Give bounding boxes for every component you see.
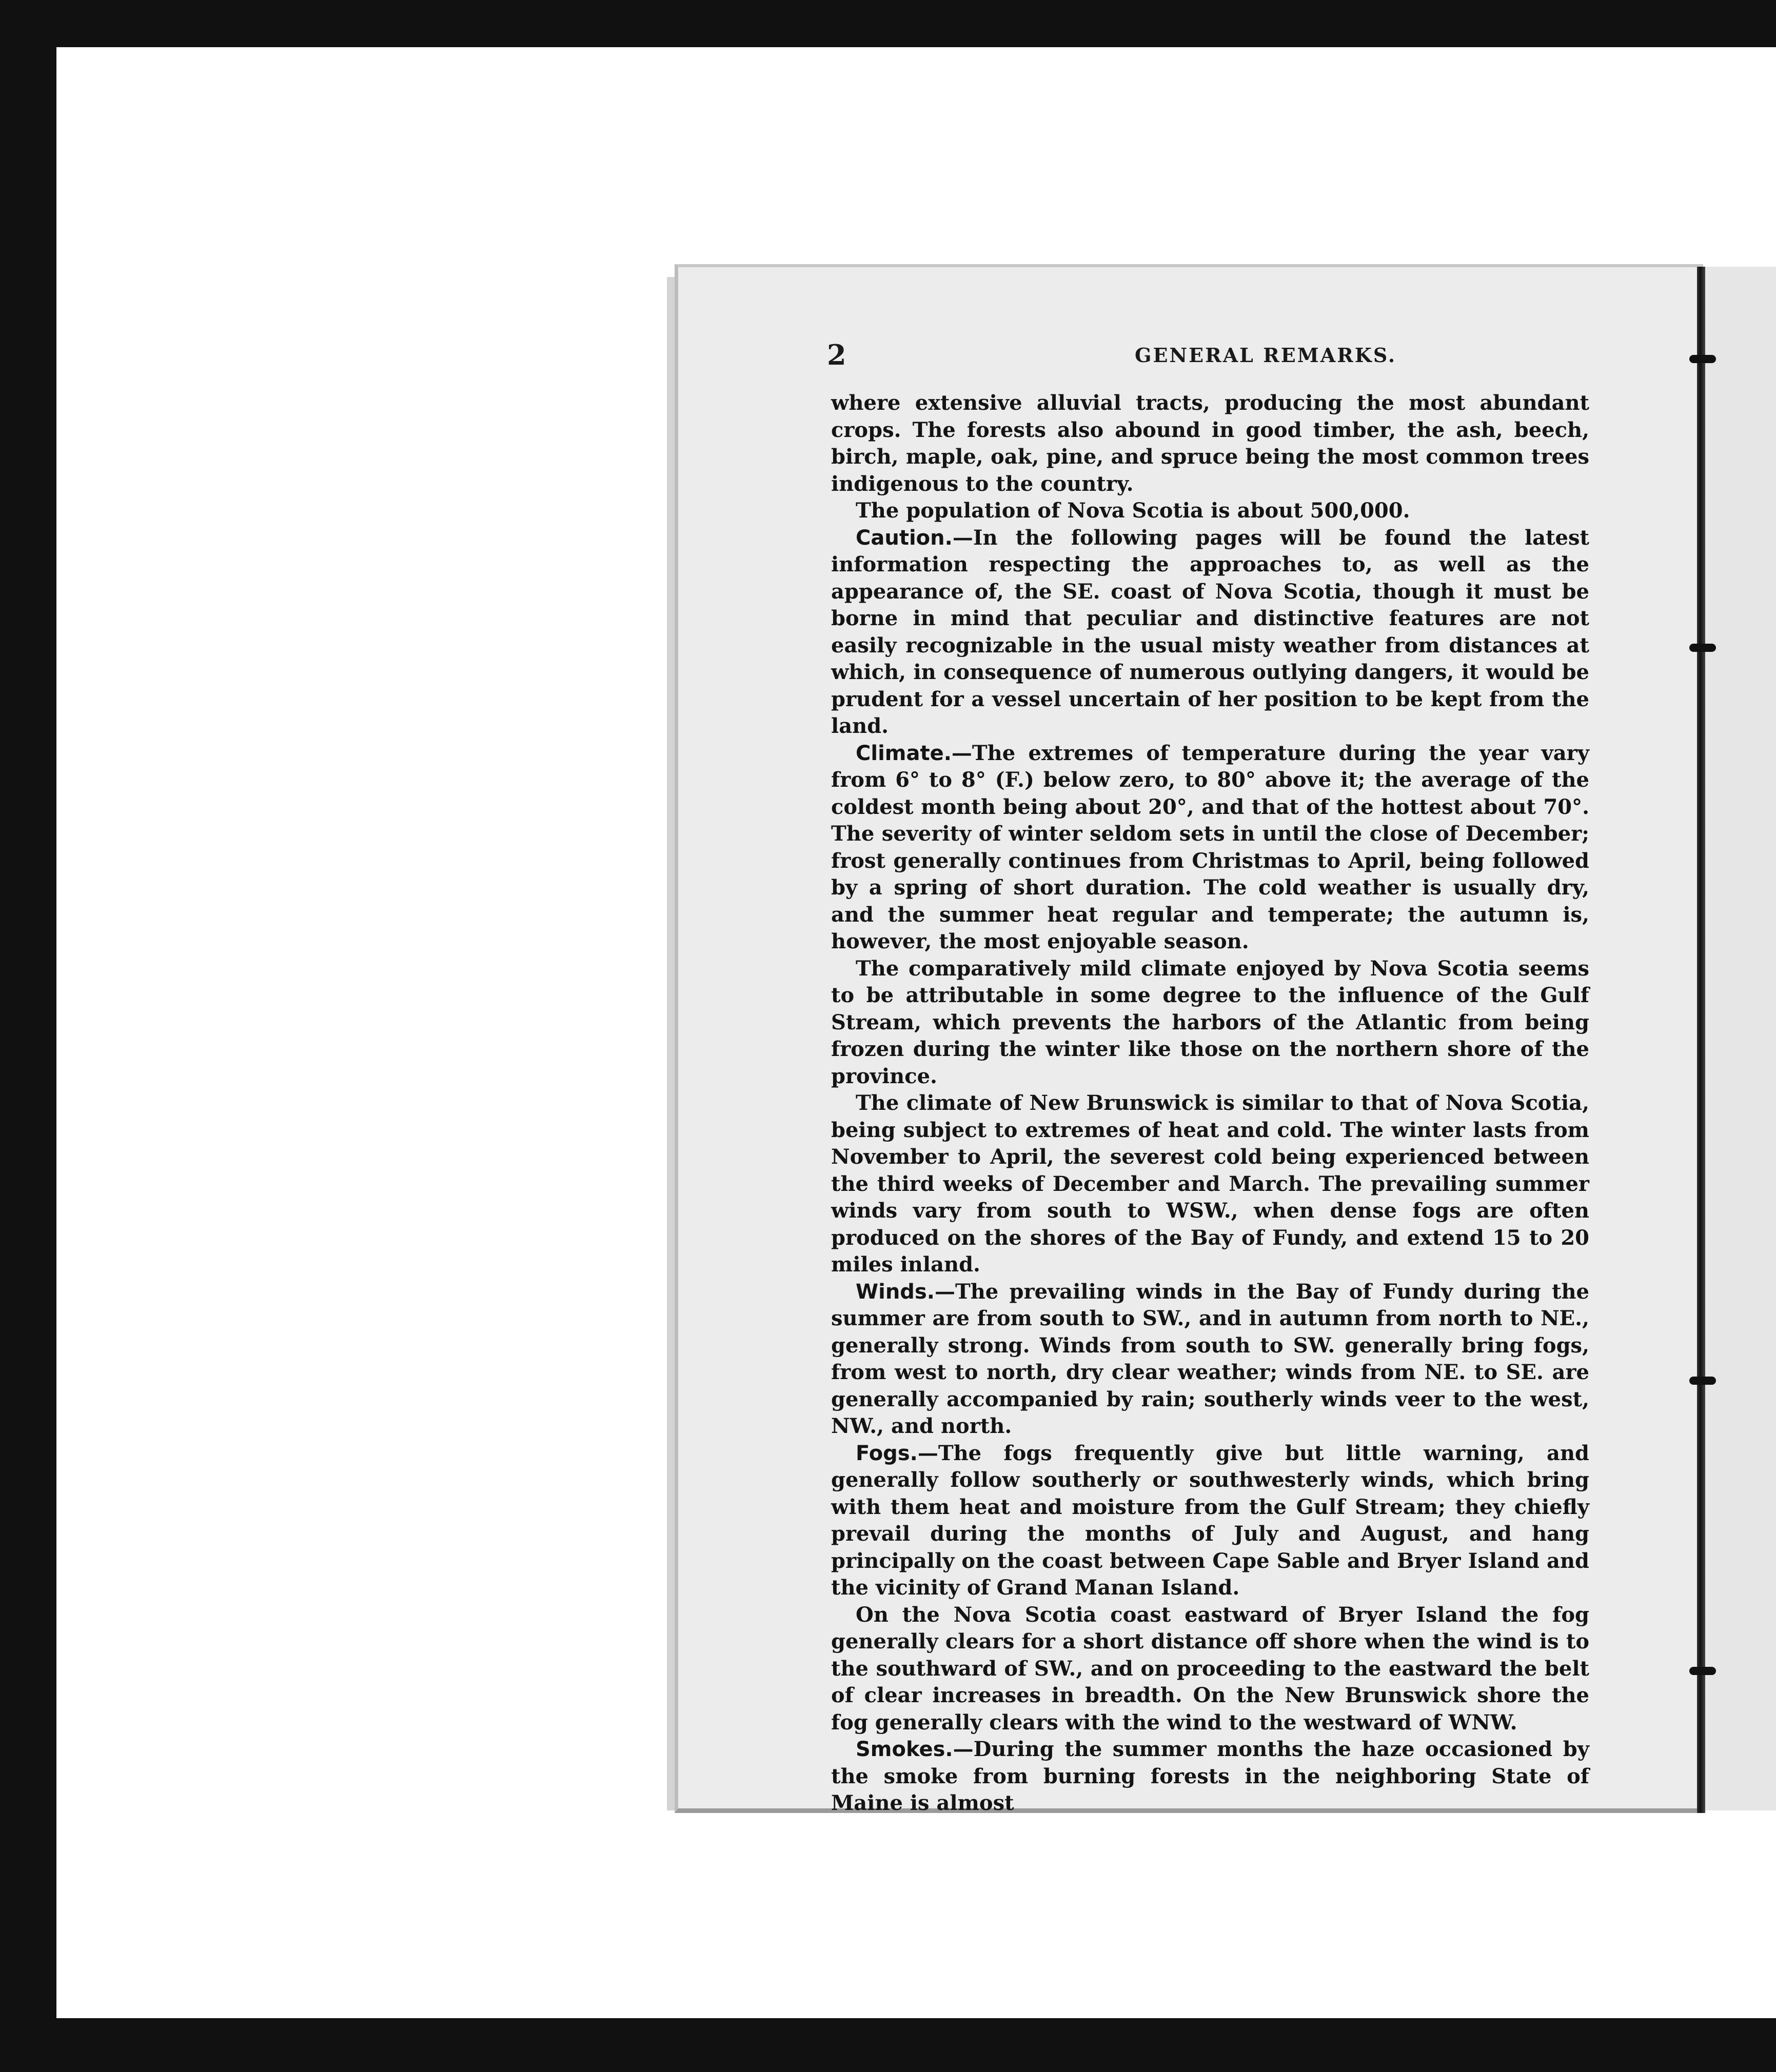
scan-border-bottom <box>0 2018 1776 2072</box>
book-binding <box>1697 267 1705 1813</box>
paragraph-text: —During the summer months the haze occasioned by the smoke from burning forests in the neighboring State of Maine is almost <box>831 1737 1589 1815</box>
paragraph-text: The population of Nova Scotia is about 500,000. <box>856 499 1410 523</box>
paragraph <box>831 955 1589 1090</box>
side-heading: Fogs. <box>856 1441 918 1465</box>
paragraph-text: The comparatively mild climate enjoyed by Nova Scotia seems to be attributable in some degree to the influence of the Gulf Stream, which prevents the harbors of the Atlantic from being frozen during the winter like those on the northern shore of the province. <box>831 956 1589 1088</box>
running-head: GENERAL REMARKS. <box>1135 344 1397 367</box>
paragraph-text: —The prevailing winds in the Bay of Fundy during the summer are from south to SW., and in autumn from north to NE., generally strong. Winds from south to SW. generally bring fogs, from west to north, dry clear weather; winds from NE. to SE. are generally accompanied by rain; southerly winds veer to the west, NW., and north. <box>831 1279 1589 1438</box>
scan-border-left <box>0 0 56 2072</box>
paragraph <box>831 497 1589 525</box>
page-number: 2 <box>827 338 846 371</box>
paragraph <box>831 740 1589 955</box>
scan-border-top <box>0 0 1776 47</box>
paragraph-text: —In the following pages will be found the latest information respecting the approaches to, as well as the appearance of, the SE. coast of Nova Scotia, though it must be borne in mind that peculiar and distinctive features are not easily recognizable in the usual misty weather from distances at which, in consequence of numerous outlying dangers, it would be prudent for a vessel uncertain of her position to be kept from the land. <box>831 525 1589 738</box>
facing-page-edge <box>1703 267 1776 1810</box>
paragraph-text: On the Nova Scotia coast eastward of Bryer Island the fog generally clears for a short distance off shore when the wind is to the southward of SW., and on proceeding to the eastward the belt of clear increases in breadth. On the New Brunswick shore the fog generally clears with the wind to the westward of WNW. <box>831 1602 1589 1735</box>
binding-hole <box>1689 1377 1716 1385</box>
paragraph <box>831 1602 1589 1737</box>
paragraph <box>831 525 1589 740</box>
paragraph <box>831 1440 1589 1602</box>
paragraph <box>831 390 1589 497</box>
side-heading: Climate. <box>856 741 952 765</box>
paragraph <box>831 1279 1589 1440</box>
binding-hole <box>1689 644 1716 652</box>
binding-hole <box>1689 355 1716 363</box>
paragraph-text: The climate of New Brunswick is similar to that of Nova Scotia, being subject to extremes of heat and cold. The winter lasts from November to April, the severest cold being experienced between the third weeks of December and March. The prevailing summer winds vary from south to WSW., when dense fogs are often produced on the shores of the Bay of Fundy, and extend 15 to 20 miles inland. <box>831 1091 1589 1277</box>
paragraph-text: —The fogs frequently give but little warning, and generally follow southerly or southwesterly winds, which bring with them heat and moisture from the Gulf Stream; they chiefly prevail during the months of July and August, and hang principally on the coast between Cape Sable and Bryer Island and the vicinity of Grand Manan Island. <box>831 1441 1589 1600</box>
paragraph <box>831 1736 1589 1817</box>
side-heading: Winds. <box>856 1280 935 1304</box>
paragraph-text: —The extremes of temperature during the year vary from 6° to 8° (F.) below zero, to 80° above it; the average of the coldest month being about 20°, and that of the hottest about 70°. The severity of winter seldom sets in until the close of December; frost generally continues from Christmas to April, being followed by a spring of short duration. The cold weather is usually dry, and the summer heat regular and temperate; the autumn is, however, the most enjoyable season. <box>831 741 1589 953</box>
paragraph-text: where extensive alluvial tracts, producing the most abundant crops. The forests also abound in good timber, the ash, beech, birch, maple, oak, pine, and spruce being the most common trees indigenous to the country. <box>831 391 1589 496</box>
binding-hole <box>1689 1667 1716 1675</box>
body-text <box>831 390 1589 1817</box>
side-heading: Caution. <box>856 526 953 550</box>
paragraph <box>831 1090 1589 1279</box>
side-heading: Smokes. <box>856 1738 953 1761</box>
page-header <box>827 338 1586 374</box>
